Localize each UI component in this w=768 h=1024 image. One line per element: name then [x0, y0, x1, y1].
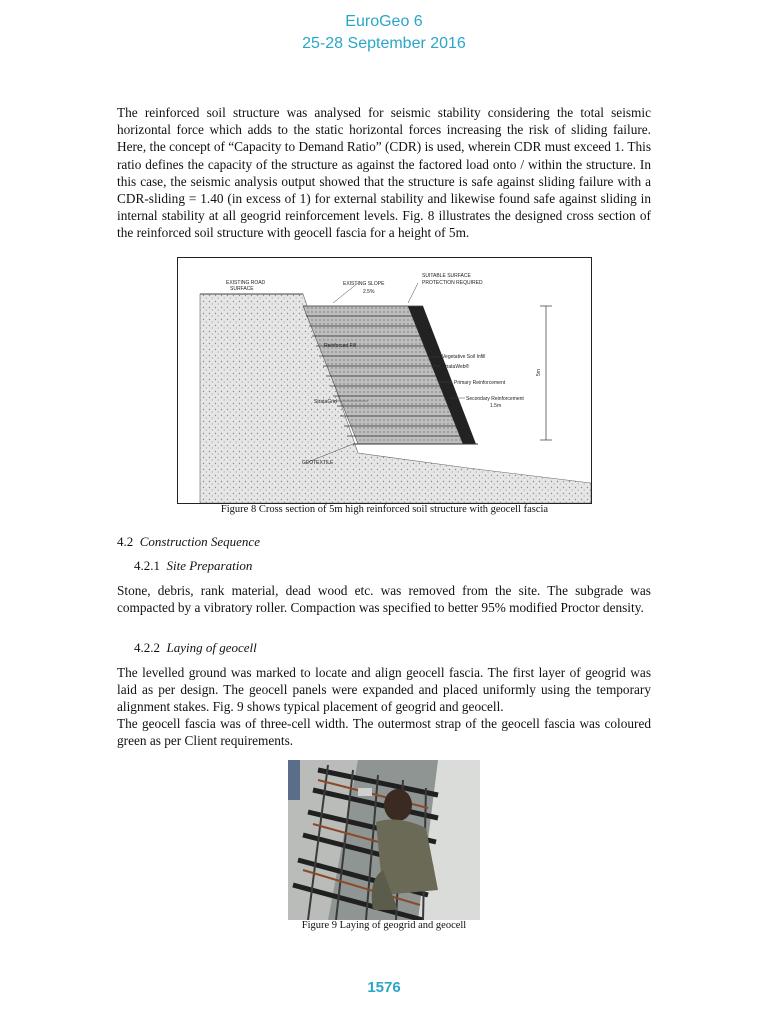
label-strataweb: StrataWeb® — [442, 364, 470, 370]
label-primary-reinforcement: Primary Reinforcement — [454, 380, 506, 386]
heading-4-2-1-number: 4.2.1 — [134, 558, 160, 573]
paragraph-site-preparation: Stone, debris, rank material, dead wood etc. was removed from the site. The subgrade was compacted by a vibratory roller. Compaction was specified to better 95% modified Proctor density. — [117, 583, 651, 616]
figure-8-cross-section — [177, 257, 592, 504]
figure-8-caption: Figure 8 Cross section of 5m high reinforced soil structure with geocell fascia — [220, 504, 549, 515]
label-existing-road-2: SURFACE — [230, 286, 254, 292]
heading-4-2 — [117, 534, 260, 550]
heading-4-2-title: Construction Sequence — [139, 534, 260, 549]
cross-section-drawing — [178, 258, 591, 503]
label-surface-protection-2: PROTECTION REQUIRED — [422, 280, 483, 286]
label-slope-ratio: 2.5% — [363, 289, 375, 295]
label-geotextile: GEOTEXTILE — [302, 460, 334, 466]
heading-4-2-1 — [134, 558, 252, 574]
conference-header — [0, 11, 768, 55]
paragraph-seismic-analysis: The reinforced soil structure was analysed for seismic stability considering the total seismic horizontal force which adds to the static horizontal forces increasing the risk of sliding failure. Here, the concept of “Capacity to Demand Ratio” (CDR) is used, wherein CDR must exceed 1. This ratio defines the capacity of the structure as against the factored load onto / within the structure. In this case, the seismic analysis output showed that the structure is safe against sliding failure with a CDR-sliding = 1.40 (in excess of 1) for external stability and likewise found safe against sliding in internal stability at all geogrid reinforcement levels. Fig. 8 illustrates the designed cross section of the reinforced soil structure with geocell fascia for a height of 5m. — [117, 105, 651, 241]
conference-name: EuroGeo 6 — [345, 13, 423, 30]
heading-4-2-2-title: Laying of geocell — [166, 640, 257, 655]
heading-4-2-2-number: 4.2.2 — [134, 640, 160, 655]
label-existing-road-1: EXISTING ROAD — [226, 280, 266, 286]
label-stratagrid: StrataGrid — [314, 399, 337, 405]
geocell-laying-photo — [288, 760, 480, 920]
figure-9-caption: Figure 9 Laying of geogrid and geocell — [301, 920, 467, 931]
figure-9-photo — [288, 760, 480, 920]
page-number: 1576 — [367, 979, 401, 996]
heading-4-2-2 — [134, 640, 257, 656]
label-secondary-reinforcement: Secondary Reinforcement — [466, 396, 524, 402]
label-reinforced-fill: Reinforced Fill — [324, 343, 356, 349]
heading-4-2-number: 4.2 — [117, 534, 134, 549]
paragraph-geocell-fascia: The geocell fascia was of three-cell width. The outermost strap of the geocell fascia was coloured green as per Client requirements. — [117, 716, 651, 749]
label-secondary-spacing: 1.5m — [490, 403, 502, 409]
conference-dates: 25-28 September 2016 — [302, 35, 466, 52]
label-height: 5m — [536, 369, 542, 376]
label-existing-slope: EXISTING SLOPE — [343, 281, 385, 287]
label-vegetative-soil: Vegetative Soil Infill — [442, 354, 486, 360]
heading-4-2-1-title: Site Preparation — [166, 558, 253, 573]
label-surface-protection-1: SUITABLE SURFACE — [422, 273, 471, 279]
paragraph-laying-geocell: The levelled ground was marked to locate and align geocell fascia. The first layer of geogrid was laid as per design. The geocell panels were expanded and placed uniformly using the temporary alignment stakes. Fig. 9 shows typical placement of geogrid and geocell. — [117, 665, 651, 715]
